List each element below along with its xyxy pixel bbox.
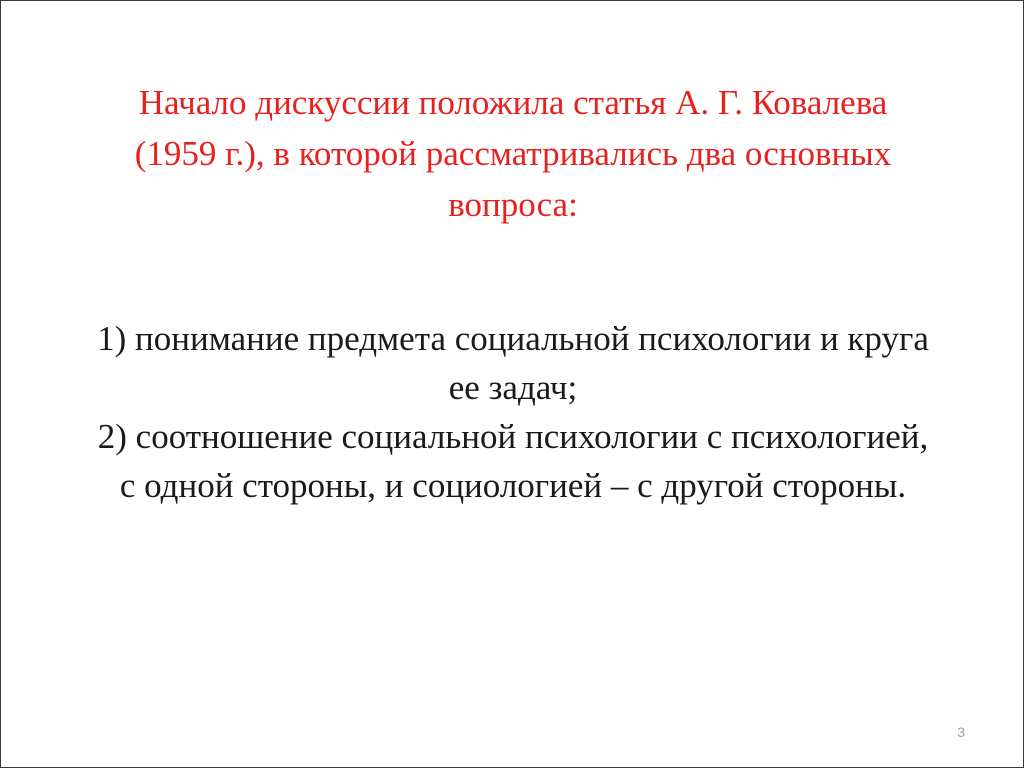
heading-line: Начало дискуссии положила статья А. Г. Ковалева [138,83,888,122]
heading-line: (1959 г.), в которой рассматривались два основных [134,134,892,173]
body-line: с одной стороны, и социологией – с другой стороны. [119,466,907,505]
heading-line: вопроса: [448,185,578,224]
body-line: 2) соотношение социальной психологии с психологией, [97,417,929,456]
slide-body [21,314,1005,510]
body-line: 1) понимание предмета социальной психологии и круга [97,319,929,358]
slide-heading [41,77,985,230]
body-line: ее задач; [448,368,578,407]
page-number: 3 [957,724,965,740]
